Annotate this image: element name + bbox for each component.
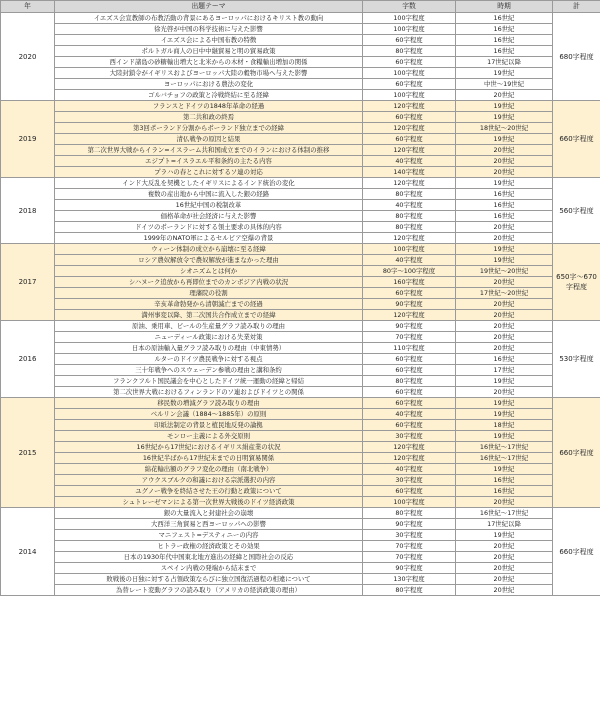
chars-cell: 40字程度 [363, 255, 456, 266]
chars-cell: 80字程度 [363, 508, 456, 519]
table-row [1, 519, 600, 530]
period-cell: 20世紀 [456, 167, 553, 178]
period-cell: 19世紀 [456, 178, 553, 189]
period-cell: 19世紀 [456, 409, 553, 420]
chars-cell: 100字程度 [363, 90, 456, 101]
theme-cell: 16世紀半ばから17世紀末までの日明貿易関係 [55, 453, 363, 464]
chars-cell: 40字程度 [363, 200, 456, 211]
table-row [1, 431, 600, 442]
year-cell: 2016 [1, 321, 55, 398]
period-cell: 19世紀 [456, 112, 553, 123]
theme-cell: モンロー主義による外交原則 [55, 431, 363, 442]
period-cell: 19世紀 [456, 68, 553, 79]
chars-cell: 30字程度 [363, 431, 456, 442]
chars-cell: 90字程度 [363, 519, 456, 530]
chars-cell: 80字程度 [363, 585, 456, 596]
period-cell: 16世紀 [456, 211, 553, 222]
table-row [1, 145, 600, 156]
period-cell: 16世紀 [456, 200, 553, 211]
theme-cell: 満州事変以降、第二次国共合作成立までの経緯 [55, 310, 363, 321]
theme-cell: マニフェスト=デスティニーの内容 [55, 530, 363, 541]
period-cell: 19世紀 [456, 398, 553, 409]
table-row [1, 464, 600, 475]
year-cell: 2019 [1, 101, 55, 178]
theme-cell: 第二次世界大戦におけるフィンランドのソ連およびドイツとの関係 [55, 387, 363, 398]
period-cell: 20世紀 [456, 343, 553, 354]
theme-cell: プラハの春とこれに対するソ連の対応 [55, 167, 363, 178]
period-cell: 16世紀 [456, 354, 553, 365]
period-cell: 20世紀 [456, 233, 553, 244]
table-row [1, 24, 600, 35]
chars-cell: 60字程度 [363, 354, 456, 365]
period-cell: 19世紀 [456, 431, 553, 442]
chars-cell: 100字程度 [363, 68, 456, 79]
table-row [1, 574, 600, 585]
chars-cell: 120字程度 [363, 178, 456, 189]
theme-cell: アウクスブルクの和議における宗派選択の内容 [55, 475, 363, 486]
theme-cell: 日本の1930年代中国東北地方進出の経緯と国際社会の反応 [55, 552, 363, 563]
theme-cell: 1999年のNATO軍によるセルビア空爆の背景 [55, 233, 363, 244]
theme-cell: 辛亥革命勃発から清朝滅亡までの経過 [55, 299, 363, 310]
theme-cell: 価格革命が社会経済に与えた影響 [55, 211, 363, 222]
period-cell: 19世紀 [456, 376, 553, 387]
period-cell: 16世紀 [456, 486, 553, 497]
table-header [1, 1, 600, 13]
total-cell: 660字程度 [553, 398, 600, 508]
theme-cell: ベルリン会議（1884～1885年）の原則 [55, 409, 363, 420]
chars-cell: 130字程度 [363, 574, 456, 585]
theme-cell: フランスとドイツの1848年革命の経過 [55, 101, 363, 112]
chars-cell: 120字程度 [363, 123, 456, 134]
year-cell: 2014 [1, 508, 55, 596]
table-row [1, 376, 600, 387]
period-cell: 19世紀 [456, 244, 553, 255]
table-row [1, 123, 600, 134]
theme-cell: 原油、乗用車、ビールの生産量グラフ読み取りの理由 [55, 321, 363, 332]
table-row [1, 68, 600, 79]
total-cell: 650字～670字程度 [553, 244, 600, 321]
theme-cell: 為替レート変動グラフの読み取り（アメリカの経済政策の理由） [55, 585, 363, 596]
chars-cell: 60字程度 [363, 288, 456, 299]
theme-cell: ニューディール政策における失業対策 [55, 332, 363, 343]
chars-cell: 60字程度 [363, 134, 456, 145]
period-cell: 20世紀 [456, 90, 553, 101]
theme-cell: シハヌーク追放から再即位までのカンボジア内戦の状況 [55, 277, 363, 288]
period-cell: 17世紀以降 [456, 57, 553, 68]
chars-cell: 100字程度 [363, 244, 456, 255]
chars-cell: 120字程度 [363, 101, 456, 112]
chars-cell: 60字程度 [363, 398, 456, 409]
theme-cell: 第3回ポーランド分割からポーランド独立までの経緯 [55, 123, 363, 134]
theme-cell: 大陸封鎖令がイギリスおよびヨーロッパ大陸の穀物市場へ与えた影響 [55, 68, 363, 79]
chars-cell: 40字程度 [363, 156, 456, 167]
period-cell: 16世紀～17世紀 [456, 508, 553, 519]
period-cell: 20世紀 [456, 563, 553, 574]
chars-cell: 110字程度 [363, 343, 456, 354]
period-cell: 20世紀 [456, 299, 553, 310]
table-row [1, 211, 600, 222]
chars-cell: 80字程度 [363, 46, 456, 57]
theme-cell: ロシア農奴解放令で農奴解放が進まなかった理由 [55, 255, 363, 266]
theme-cell: ヒトラー政権の経済政策とその効果 [55, 541, 363, 552]
table-row [1, 90, 600, 101]
period-cell: 17世紀 [456, 365, 553, 376]
table-row [1, 244, 600, 255]
theme-cell: 移民数の増減グラフ読み取りの理由 [55, 398, 363, 409]
table-row [1, 46, 600, 57]
chars-cell: 60字程度 [363, 365, 456, 376]
theme-cell: イエズス会による中国布教の特徴 [55, 35, 363, 46]
period-cell: 20世紀 [456, 156, 553, 167]
period-cell: 20世紀 [456, 321, 553, 332]
table-row [1, 189, 600, 200]
header-chars: 字数 [363, 1, 456, 13]
chars-cell: 60字程度 [363, 420, 456, 431]
table-row [1, 233, 600, 244]
table-row [1, 321, 600, 332]
period-cell: 17世紀以降 [456, 519, 553, 530]
table-row [1, 541, 600, 552]
theme-cell: 印紙法制定の背景と植民地反発の論拠 [55, 420, 363, 431]
theme-cell: イエズス会宣教師の布教活動の背景にあるヨーロッパにおけるキリスト教の動向 [55, 13, 363, 24]
table-row [1, 453, 600, 464]
table-row [1, 442, 600, 453]
year-cell: 2018 [1, 178, 55, 244]
chars-cell: 80字～100字程度 [363, 266, 456, 277]
period-cell: 16世紀 [456, 13, 553, 24]
table-row [1, 288, 600, 299]
chars-cell: 60字程度 [363, 486, 456, 497]
table-row [1, 563, 600, 574]
table-row [1, 200, 600, 211]
theme-cell: 16世紀から17世紀におけるイギリス絹産業の状況 [55, 442, 363, 453]
table-row [1, 552, 600, 563]
table-row [1, 332, 600, 343]
period-cell: 20世紀 [456, 387, 553, 398]
chars-cell: 30字程度 [363, 530, 456, 541]
period-cell: 16世紀～17世紀 [456, 442, 553, 453]
chars-cell: 80字程度 [363, 222, 456, 233]
period-cell: 19世紀 [456, 530, 553, 541]
chars-cell: 80字程度 [363, 189, 456, 200]
period-cell: 20世紀 [456, 310, 553, 321]
chars-cell: 120字程度 [363, 310, 456, 321]
chars-cell: 120字程度 [363, 233, 456, 244]
chars-cell: 120字程度 [363, 145, 456, 156]
theme-cell: シュトレーゼマンによる第一次世界大戦後のドイツ経済政策 [55, 497, 363, 508]
chars-cell: 100字程度 [363, 497, 456, 508]
table-row [1, 101, 600, 112]
table-row [1, 156, 600, 167]
theme-cell: ドイツのポーランドに対する領土要求の具体的内容 [55, 222, 363, 233]
period-cell: 20世紀 [456, 552, 553, 563]
period-cell: 中世～19世紀 [456, 79, 553, 90]
period-cell: 20世紀 [456, 574, 553, 585]
chars-cell: 100字程度 [363, 13, 456, 24]
period-cell: 19世紀 [456, 464, 553, 475]
theme-cell: 複数の産出地から中国に流入した銀の経路 [55, 189, 363, 200]
period-cell: 20世紀 [456, 497, 553, 508]
period-cell: 16世紀 [456, 24, 553, 35]
theme-cell: ウィーン体制の成立から崩壊に至る経緯 [55, 244, 363, 255]
table-row [1, 475, 600, 486]
header-theme: 出題テーマ [55, 1, 363, 13]
period-cell: 16世紀 [456, 475, 553, 486]
chars-cell: 120字程度 [363, 453, 456, 464]
header-total: 計 [553, 1, 600, 13]
chars-cell: 60字程度 [363, 79, 456, 90]
total-cell: 660字程度 [553, 101, 600, 178]
table-row [1, 222, 600, 233]
chars-cell: 70字程度 [363, 552, 456, 563]
table-row [1, 57, 600, 68]
header-row [1, 1, 600, 13]
theme-cell: 敗戦後の日独に対する占領政策ならびに独立国復活過程の相違について [55, 574, 363, 585]
table-row [1, 497, 600, 508]
theme-cell: 銀の大量流入と封建社会の崩壊 [55, 508, 363, 519]
theme-cell: ゴルバチョフの政策と冷戦終結に至る経緯 [55, 90, 363, 101]
period-cell: 18世紀 [456, 420, 553, 431]
chars-cell: 70字程度 [363, 541, 456, 552]
header-period: 時期 [456, 1, 553, 13]
total-cell: 560字程度 [553, 178, 600, 244]
period-cell: 17世紀～20世紀 [456, 288, 553, 299]
period-cell: 20世紀 [456, 332, 553, 343]
table-row [1, 508, 600, 519]
table-row [1, 178, 600, 189]
theme-cell: インド大反乱を契機としたイギリスによるインド統治の変化 [55, 178, 363, 189]
theme-cell: シオニズムとは何か [55, 266, 363, 277]
table-row [1, 13, 600, 24]
period-cell: 16世紀 [456, 35, 553, 46]
table-row [1, 266, 600, 277]
chars-cell: 80字程度 [363, 211, 456, 222]
table-row [1, 167, 600, 178]
theme-cell: 三十年戦争へのスウェーデン参戦の理由と講和条約 [55, 365, 363, 376]
chars-cell: 40字程度 [363, 464, 456, 475]
theme-cell: ヨーロッパにおける農法の変化 [55, 79, 363, 90]
table-row [1, 277, 600, 288]
theme-cell: フランクフルト国民議会を中心としたドイツ統一運動の経緯と帰結 [55, 376, 363, 387]
theme-cell: 第二次世界大戦からイラン=イスラーム共和国成立までのイランにおける体制の推移 [55, 145, 363, 156]
chars-cell: 40字程度 [363, 409, 456, 420]
total-cell: 680字程度 [553, 13, 600, 101]
table-row [1, 398, 600, 409]
year-cell: 2017 [1, 244, 55, 321]
theme-cell: ユグノー戦争を終結させた王の行動と政策について [55, 486, 363, 497]
table-row [1, 409, 600, 420]
theme-cell: エジプト=イスラエル平和条約の主たる内容 [55, 156, 363, 167]
chars-cell: 60字程度 [363, 57, 456, 68]
year-cell: 2020 [1, 13, 55, 101]
chars-cell: 80字程度 [363, 376, 456, 387]
chars-cell: 60字程度 [363, 387, 456, 398]
table-row [1, 79, 600, 90]
table-row [1, 134, 600, 145]
period-cell: 20世紀 [456, 222, 553, 233]
table-row [1, 35, 600, 46]
chars-cell: 160字程度 [363, 277, 456, 288]
theme-cell: ルターのドイツ農民戦争に対する視点 [55, 354, 363, 365]
theme-cell: 理藩院の役割 [55, 288, 363, 299]
period-cell: 16世紀 [456, 189, 553, 200]
theme-cell: ポルトガル商人の日中中継貿易と明の貿易政策 [55, 46, 363, 57]
year-cell: 2015 [1, 398, 55, 508]
period-cell: 16世紀～17世紀 [456, 453, 553, 464]
theme-cell: 日本の原油輸入量グラフ読み取りの理由（中東情勢） [55, 343, 363, 354]
theme-cell: 西インド諸島の砂糖輸出増大と北米からの木材・食糧輸出増加の関係 [55, 57, 363, 68]
table-row [1, 112, 600, 123]
period-cell: 20世紀 [456, 277, 553, 288]
table-row [1, 530, 600, 541]
chars-cell: 100字程度 [363, 24, 456, 35]
table-row [1, 365, 600, 376]
table-row [1, 420, 600, 431]
table-row [1, 310, 600, 321]
chars-cell: 90字程度 [363, 563, 456, 574]
theme-cell: スペイン内戦の発端から結末まで [55, 563, 363, 574]
chars-cell: 60字程度 [363, 112, 456, 123]
period-cell: 19世紀 [456, 255, 553, 266]
table-body [1, 13, 600, 596]
table-row [1, 299, 600, 310]
chars-cell: 30字程度 [363, 475, 456, 486]
period-cell: 20世紀 [456, 585, 553, 596]
chars-cell: 70字程度 [363, 332, 456, 343]
total-cell: 660字程度 [553, 508, 600, 596]
total-cell: 530字程度 [553, 321, 600, 398]
theme-cell: 清仏戦争の原因と結果 [55, 134, 363, 145]
period-cell: 19世紀 [456, 134, 553, 145]
theme-cell: 綿花輸出額のグラフ変化の理由（南北戦争） [55, 464, 363, 475]
period-cell: 20世紀 [456, 145, 553, 156]
theme-cell: 第二共和政の終焉 [55, 112, 363, 123]
table-row [1, 255, 600, 266]
chars-cell: 90字程度 [363, 321, 456, 332]
theme-cell: 徐光啓が中国の科学技術に与えた影響 [55, 24, 363, 35]
period-cell: 20世紀 [456, 541, 553, 552]
period-cell: 18世紀～20世紀 [456, 123, 553, 134]
chars-cell: 140字程度 [363, 167, 456, 178]
header-year: 年 [1, 1, 55, 13]
chars-cell: 120字程度 [363, 442, 456, 453]
table-row [1, 585, 600, 596]
table-row [1, 486, 600, 497]
table-row [1, 354, 600, 365]
theme-cell: 16世紀中国の税制改革 [55, 200, 363, 211]
chars-cell: 90字程度 [363, 299, 456, 310]
table-row [1, 387, 600, 398]
chars-cell: 60字程度 [363, 35, 456, 46]
period-cell: 19世紀 [456, 101, 553, 112]
theme-cell: 大西洋三角貿易と西ヨーロッパへの影響 [55, 519, 363, 530]
period-cell: 19世紀～20世紀 [456, 266, 553, 277]
period-cell: 16世紀 [456, 46, 553, 57]
table-row [1, 343, 600, 354]
